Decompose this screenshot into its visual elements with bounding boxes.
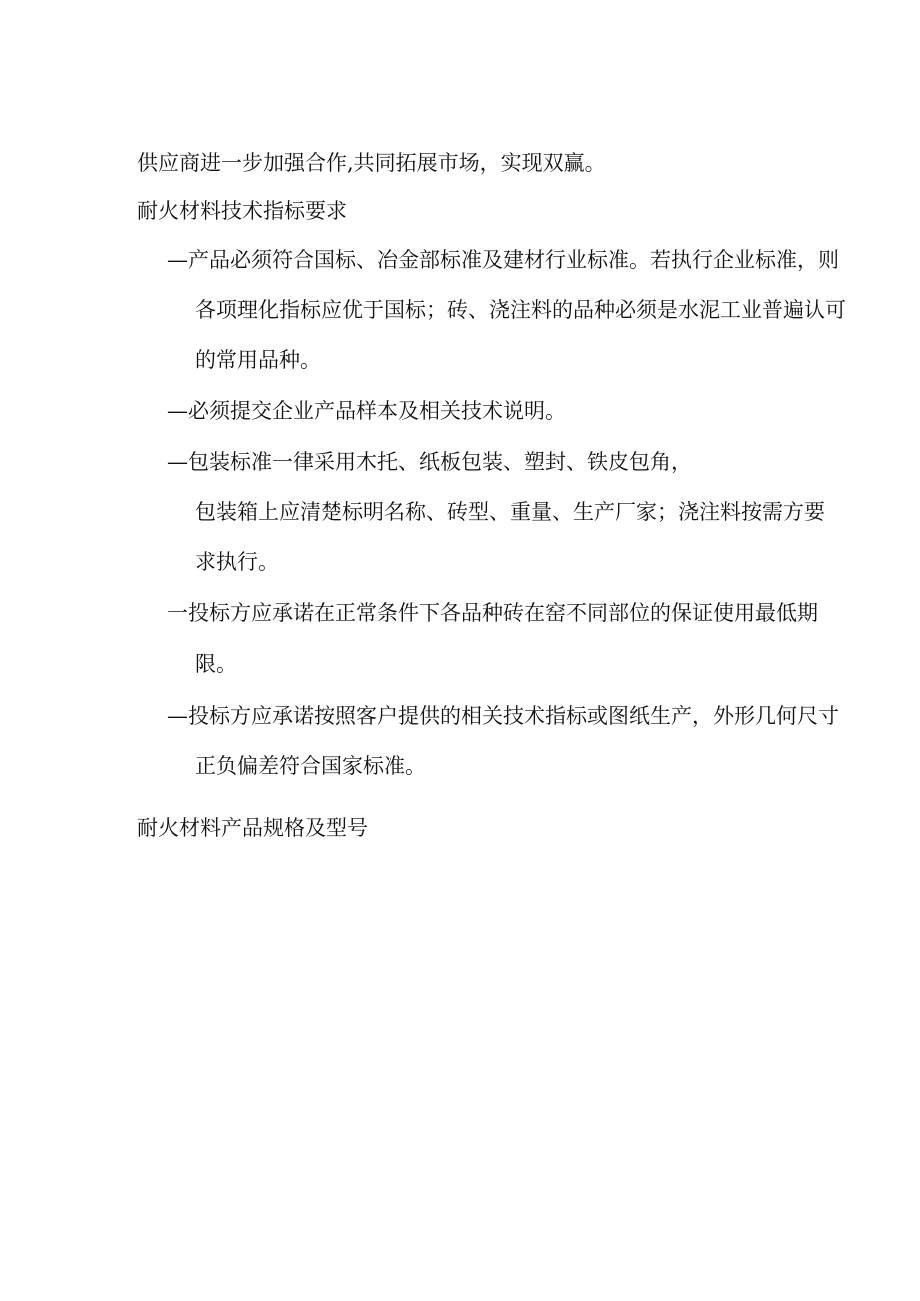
- requirement-item-5-line-2: 正负偏差符合国家标准。: [195, 754, 426, 778]
- section-heading-product-specs: 耐火材料产品规格及型号: [137, 816, 368, 840]
- intro-line: 供应商进一步加强合作,共同拓展市场，实现双赢。: [137, 151, 606, 175]
- requirement-item-4-line-1: 一投标方应承诺在正常条件下各品种砖在窑不同部位的保证使用最低期: [167, 601, 818, 625]
- requirement-item-5-line-1: —投标方应承诺按照客户提供的相关技术指标或图纸生产，外形几何尺寸: [167, 704, 839, 728]
- section-heading-technical-requirements: 耐火材料技术指标要求: [137, 199, 347, 223]
- requirement-item-3-line-1: —包装标准一律采用木托、纸板包装、塑封、铁皮包角，: [167, 450, 692, 474]
- requirement-item-1-line-3: 的常用品种。: [195, 348, 321, 372]
- requirement-item-3-line-3: 求执行。: [195, 550, 279, 574]
- requirement-item-3-line-2: 包装箱上应清楚标明名称、砖型、重量、生产厂家；浇注料按需方要: [195, 500, 825, 524]
- requirement-item-1-line-1: —产品必须符合国标、冶金部标准及建材行业标准。若执行企业标准，则: [167, 248, 839, 272]
- requirement-item-2-line-1: —必须提交企业产品样本及相关技术说明。: [167, 399, 566, 423]
- requirement-item-1-line-2: 各项理化指标应优于国标；砖、浇注料的品种必须是水泥工业普遍认可: [195, 298, 846, 322]
- requirement-item-4-line-2: 限。: [195, 652, 237, 676]
